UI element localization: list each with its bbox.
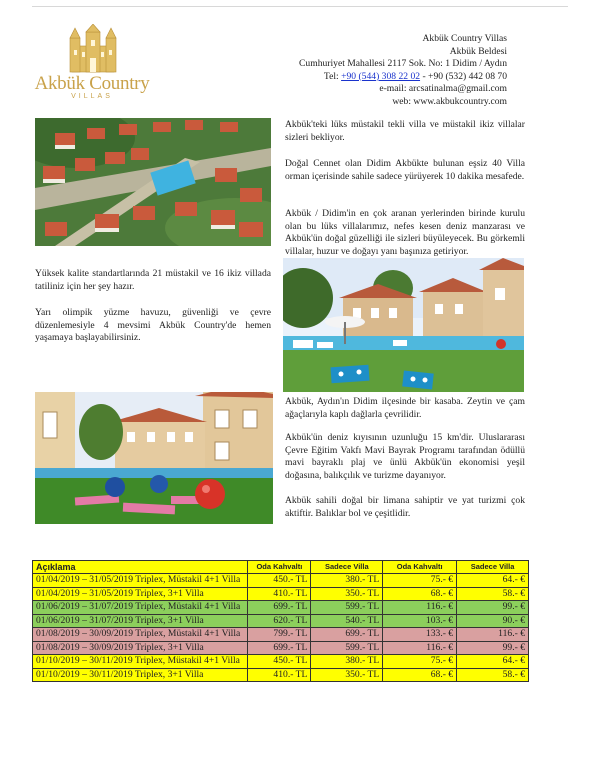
harbor-paragraph: Akbük sahili doğal bir limana sahiptir ve yat turizmi çok aktiftir. Balıklar bol ve çeşitlidir.: [285, 495, 525, 519]
price-cell: 99.- €: [457, 641, 529, 655]
row-description: 01/04/2019 – 31/05/2019 Triplex, 3+1 Villa: [33, 587, 248, 601]
price-cell: 350.- TL: [311, 587, 383, 601]
header-description: Açıklama: [33, 561, 248, 574]
price-cell: 133.- €: [383, 628, 457, 642]
row-description: 01/10/2019 – 30/11/2019 Triplex, 3+1 Villa: [33, 668, 248, 682]
price-cell: 799.- TL: [248, 628, 311, 642]
price-cell: 350.- TL: [311, 668, 383, 682]
row-description: 01/06/2019 – 31/07/2019 Triplex, Müstakil 4+1 Villa: [33, 601, 248, 615]
header-villa-only-tl: Sadece Villa: [311, 561, 383, 574]
table-row: [33, 668, 529, 682]
email: e-mail: arcsatinalma@gmail.com: [379, 83, 507, 95]
tel-label: Tel:: [323, 70, 342, 82]
row-description: 01/08/2019 – 30/09/2019 Triplex, 3+1 Villa: [33, 641, 248, 655]
intro-paragraph: Akbük'teki lüks müstakil tekli villa ve müstakil ikiz villalar sizleri bekliyor.: [285, 119, 525, 143]
row-description: 01/08/2019 – 30/09/2019 Triplex, Müstakil 4+1 Villa: [33, 628, 248, 642]
price-cell: 699.- TL: [248, 601, 311, 615]
header-villa-only-eur: Sadece Villa: [457, 561, 529, 574]
row-description: 01/06/2019 – 31/07/2019 Triplex, 3+1 Villa: [33, 614, 248, 628]
price-cell: 620.- TL: [248, 614, 311, 628]
logo-subtitle: VILLAS: [71, 93, 113, 100]
phone-link[interactable]: +90 (544) 308 22 02: [341, 70, 421, 82]
price-cell: 90.- €: [457, 614, 529, 628]
price-cell: 99.- €: [457, 601, 529, 615]
table-row: [33, 587, 529, 601]
tel-rest: - +90 (532) 442 08 70: [420, 70, 507, 82]
price-cell: 380.- TL: [311, 574, 383, 588]
table-row: [33, 641, 529, 655]
price-cell: 699.- TL: [311, 628, 383, 642]
price-cell: 75.- €: [383, 655, 457, 669]
price-cell: 450.- TL: [248, 655, 311, 669]
price-cell: 75.- €: [383, 574, 457, 588]
price-cell: 540.- TL: [311, 614, 383, 628]
luxury-paragraph: Akbük / Didim'in en çok aranan yerlerinden birinde kurulu olan bu lüks villalarımız, nefes kesen deniz manzarası ve Akbük'ün doğal güzelliği ile sizleri büyüleyecek. Bu görkemli villalar, huzur ve doğayı yanı başınıza getiriyor.: [285, 208, 525, 257]
contact-block: [299, 33, 507, 109]
price-table: [32, 560, 529, 682]
price-cell: 116.- €: [383, 601, 457, 615]
table-row: [33, 601, 529, 615]
price-cell: 64.- €: [457, 574, 529, 588]
row-description: 01/04/2019 – 31/05/2019 Triplex, Müstakil 4+1 Villa: [33, 574, 248, 588]
price-cell: 599.- TL: [311, 601, 383, 615]
table-row: [33, 574, 529, 588]
location-paragraph: Doğal Cennet olan Didim Akbükte bulunan eşsiz 40 Villa orman içerisinde sahile sadece yürüyerek 10 dakika mesafede.: [285, 158, 525, 182]
top-divider: [32, 6, 568, 7]
row-description: 01/10/2019 – 30/11/2019 Triplex, Müstakil 4+1 Villa: [33, 655, 248, 669]
logo-name: Akbük Country: [34, 73, 150, 94]
price-cell: 410.- TL: [248, 587, 311, 601]
price-cell: 103.- €: [383, 614, 457, 628]
price-table-header: [33, 561, 529, 574]
coast-paragraph: Akbük'ün deniz kıyısının uzunluğu 15 km'dir. Uluslararası Çevre Eğitim Vakfı Mavi Bayrak Programı tarafından ödüllü mavi bayraklı plaj ve ünlü Akbük'ün ekonomisi yeşil doğasına, balıkçılık ve turizme dayanıyor.: [285, 432, 525, 481]
aerial-villas-photo: [35, 118, 271, 246]
price-cell: 68.- €: [383, 668, 457, 682]
price-cell: 58.- €: [457, 668, 529, 682]
price-cell: 699.- TL: [248, 641, 311, 655]
town-paragraph: Akbük, Aydın'ın Didim ilçesinde bir kasaba. Zeytin ve çam ağaçlarıyla kaplı dağlarla çevrilidir.: [285, 396, 525, 420]
website: web: www.akbukcountry.com: [392, 95, 507, 107]
akbuk-country-logo: [34, 24, 150, 104]
pool-villas-photo: [283, 258, 524, 392]
price-cell: 599.- TL: [311, 641, 383, 655]
table-row: [33, 614, 529, 628]
header-bed-breakfast-tl: Oda Kahvaltı: [248, 561, 311, 574]
district: Akbük Beldesi: [449, 45, 507, 57]
table-row: [33, 628, 529, 642]
standards-paragraph: Yüksek kalite standartlarında 21 müstakil ve 16 ikiz villada tatiliniz için her şey hazır.: [35, 268, 271, 292]
price-cell: 68.- €: [383, 587, 457, 601]
address: Cumhuriyet Mahallesi 2117 Sok. No: 1 Didim / Aydın: [299, 58, 507, 70]
price-cell: 450.- TL: [248, 574, 311, 588]
price-cell: 380.- TL: [311, 655, 383, 669]
table-row: [33, 655, 529, 669]
header-bed-breakfast-eur: Oda Kahvaltı: [383, 561, 457, 574]
price-cell: 64.- €: [457, 655, 529, 669]
castle-icon: [68, 24, 118, 74]
price-cell: 58.- €: [457, 587, 529, 601]
pool-paragraph: Yarı olimpik yüzme havuzu, güvenliği ve çevre düzenlemesiyle 4 mevsimi Akbük Country'de hemen yaşamaya başlayabilirsiniz.: [35, 307, 271, 344]
phone-line: [299, 71, 507, 84]
garden-yoga-photo: [35, 392, 273, 524]
company-name: Akbük Country Villas: [422, 33, 507, 44]
price-cell: 116.- €: [383, 641, 457, 655]
price-cell: 410.- TL: [248, 668, 311, 682]
price-cell: 116.- €: [457, 628, 529, 642]
